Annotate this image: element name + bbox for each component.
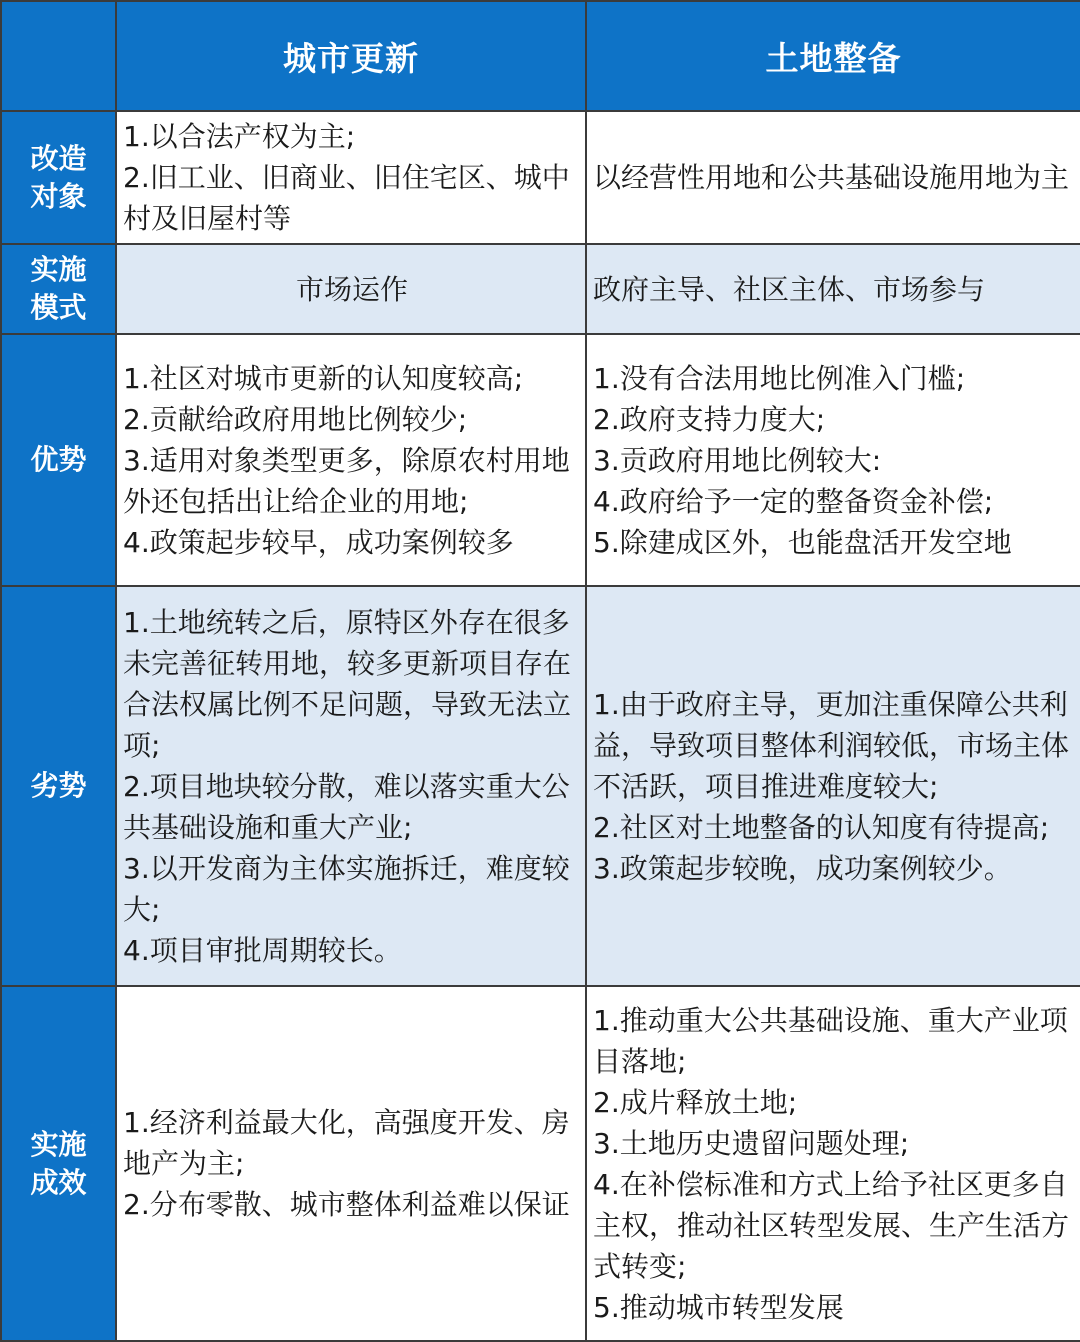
cell-line: 1.社区对城市更新的认知度较高; (123, 361, 524, 395)
cell-target-land (586, 111, 1080, 244)
cell-line: 4.项目审批周期较长。 (123, 933, 402, 967)
cell-line: 1.没有合法用地比例准入门槛; (593, 361, 966, 395)
cell-results-land (586, 986, 1080, 1341)
cell-line: 政府主导、社区主体、市场参与 (593, 272, 986, 306)
cell-line: 4.政府给予一定的整备资金补偿; (593, 484, 994, 518)
cell-line: 2.项目地块较分散，难以落实重大公共基础设施和重大产业; (123, 769, 570, 844)
cell-line: 1.推动重大公共基础设施、重大产业项目落地; (593, 1003, 1068, 1078)
row-mode (1, 244, 1080, 334)
corner-cell (1, 1, 116, 111)
row-target (1, 111, 1080, 244)
cell-results-urban (116, 986, 586, 1341)
cell-line: 1.以合法产权为主; (123, 120, 356, 153)
row-label-line: 成效 (30, 1165, 87, 1199)
cell-line: 市场运作 (295, 272, 408, 306)
row-label-line: 实施 (30, 253, 87, 286)
cell-advantages-land (586, 334, 1080, 586)
header-urban-renewal: 城市更新 (116, 1, 586, 111)
header-row (1, 1, 1080, 111)
row-label-advantages (1, 334, 116, 586)
cell-line: 4.政策起步较早，成功案例较多 (123, 525, 514, 559)
row-advantages (1, 334, 1080, 586)
cell-target-urban (116, 111, 586, 244)
cell-line: 1.经济利益最大化，高强度开发、房地产为主; (123, 1106, 570, 1180)
cell-advantages-urban (116, 334, 586, 586)
row-results (1, 986, 1080, 1341)
cell-disadvantages-land (586, 586, 1080, 986)
row-label-target (1, 111, 116, 244)
row-label-line: 模式 (30, 291, 87, 324)
row-label-line: 对象 (30, 179, 87, 213)
cell-line: 5.推动城市转型发展 (593, 1290, 844, 1324)
cell-line: 2.政府支持力度大; (593, 402, 826, 436)
cell-line: 4.在补偿标准和方式上给予社区更多自主权，推动社区转型发展、生产生活方式转变; (593, 1167, 1070, 1283)
cell-disadvantages-urban (116, 586, 586, 986)
row-label-results (1, 986, 116, 1341)
cell-line: 3.政策起步较晚，成功案例较少。 (593, 851, 1012, 885)
cell-line: 2.成片释放土地; (593, 1085, 798, 1119)
cell-line: 以经营性用地和公共基础设施用地为主 (593, 161, 1070, 194)
cell-line: 2.旧工业、旧商业、旧住宅区、城中村及旧屋村等 (123, 161, 570, 235)
cell-line: 3.以开发商为主体实施拆迁，难度较大; (123, 851, 570, 926)
row-label-line: 劣势 (30, 769, 87, 802)
row-label-line: 实施 (30, 1127, 87, 1161)
cell-line: 1.由于政府主导，更加注重保障公共利益，导致项目整体利润较低，市场主体不活跃，项目推进难度较大; (593, 687, 1070, 803)
row-label-disadvantages (1, 586, 116, 986)
cell-mode-urban (116, 244, 586, 334)
cell-line: 3.贡政府用地比例较大: (593, 443, 882, 477)
cell-line: 1.土地统转之后，原特区外存在很多未完善征转用地，较多更新项目存在合法权属比例不足问题，导致无法立项; (123, 605, 572, 762)
cell-line: 2.社区对土地整备的认知度有待提高; (593, 810, 1050, 844)
cell-line: 3.适用对象类型更多，除原农村用地外还包括出让给企业的用地; (123, 443, 570, 518)
cell-line: 3.土地历史遗留问题处理; (593, 1126, 910, 1160)
row-label-mode (1, 244, 116, 334)
row-disadvantages (1, 586, 1080, 986)
cell-line: 5.除建成区外，也能盘活开发空地 (593, 525, 1012, 559)
cell-line: 2.贡献给政府用地比例较少; (123, 402, 468, 436)
row-label-line: 优势 (30, 443, 87, 476)
cell-line: 2.分布零散、城市整体利益难以保证 (123, 1188, 570, 1221)
cell-mode-land (586, 244, 1080, 334)
header-land-consolidation: 土地整备 (586, 1, 1080, 111)
row-label-line: 改造 (30, 141, 87, 175)
